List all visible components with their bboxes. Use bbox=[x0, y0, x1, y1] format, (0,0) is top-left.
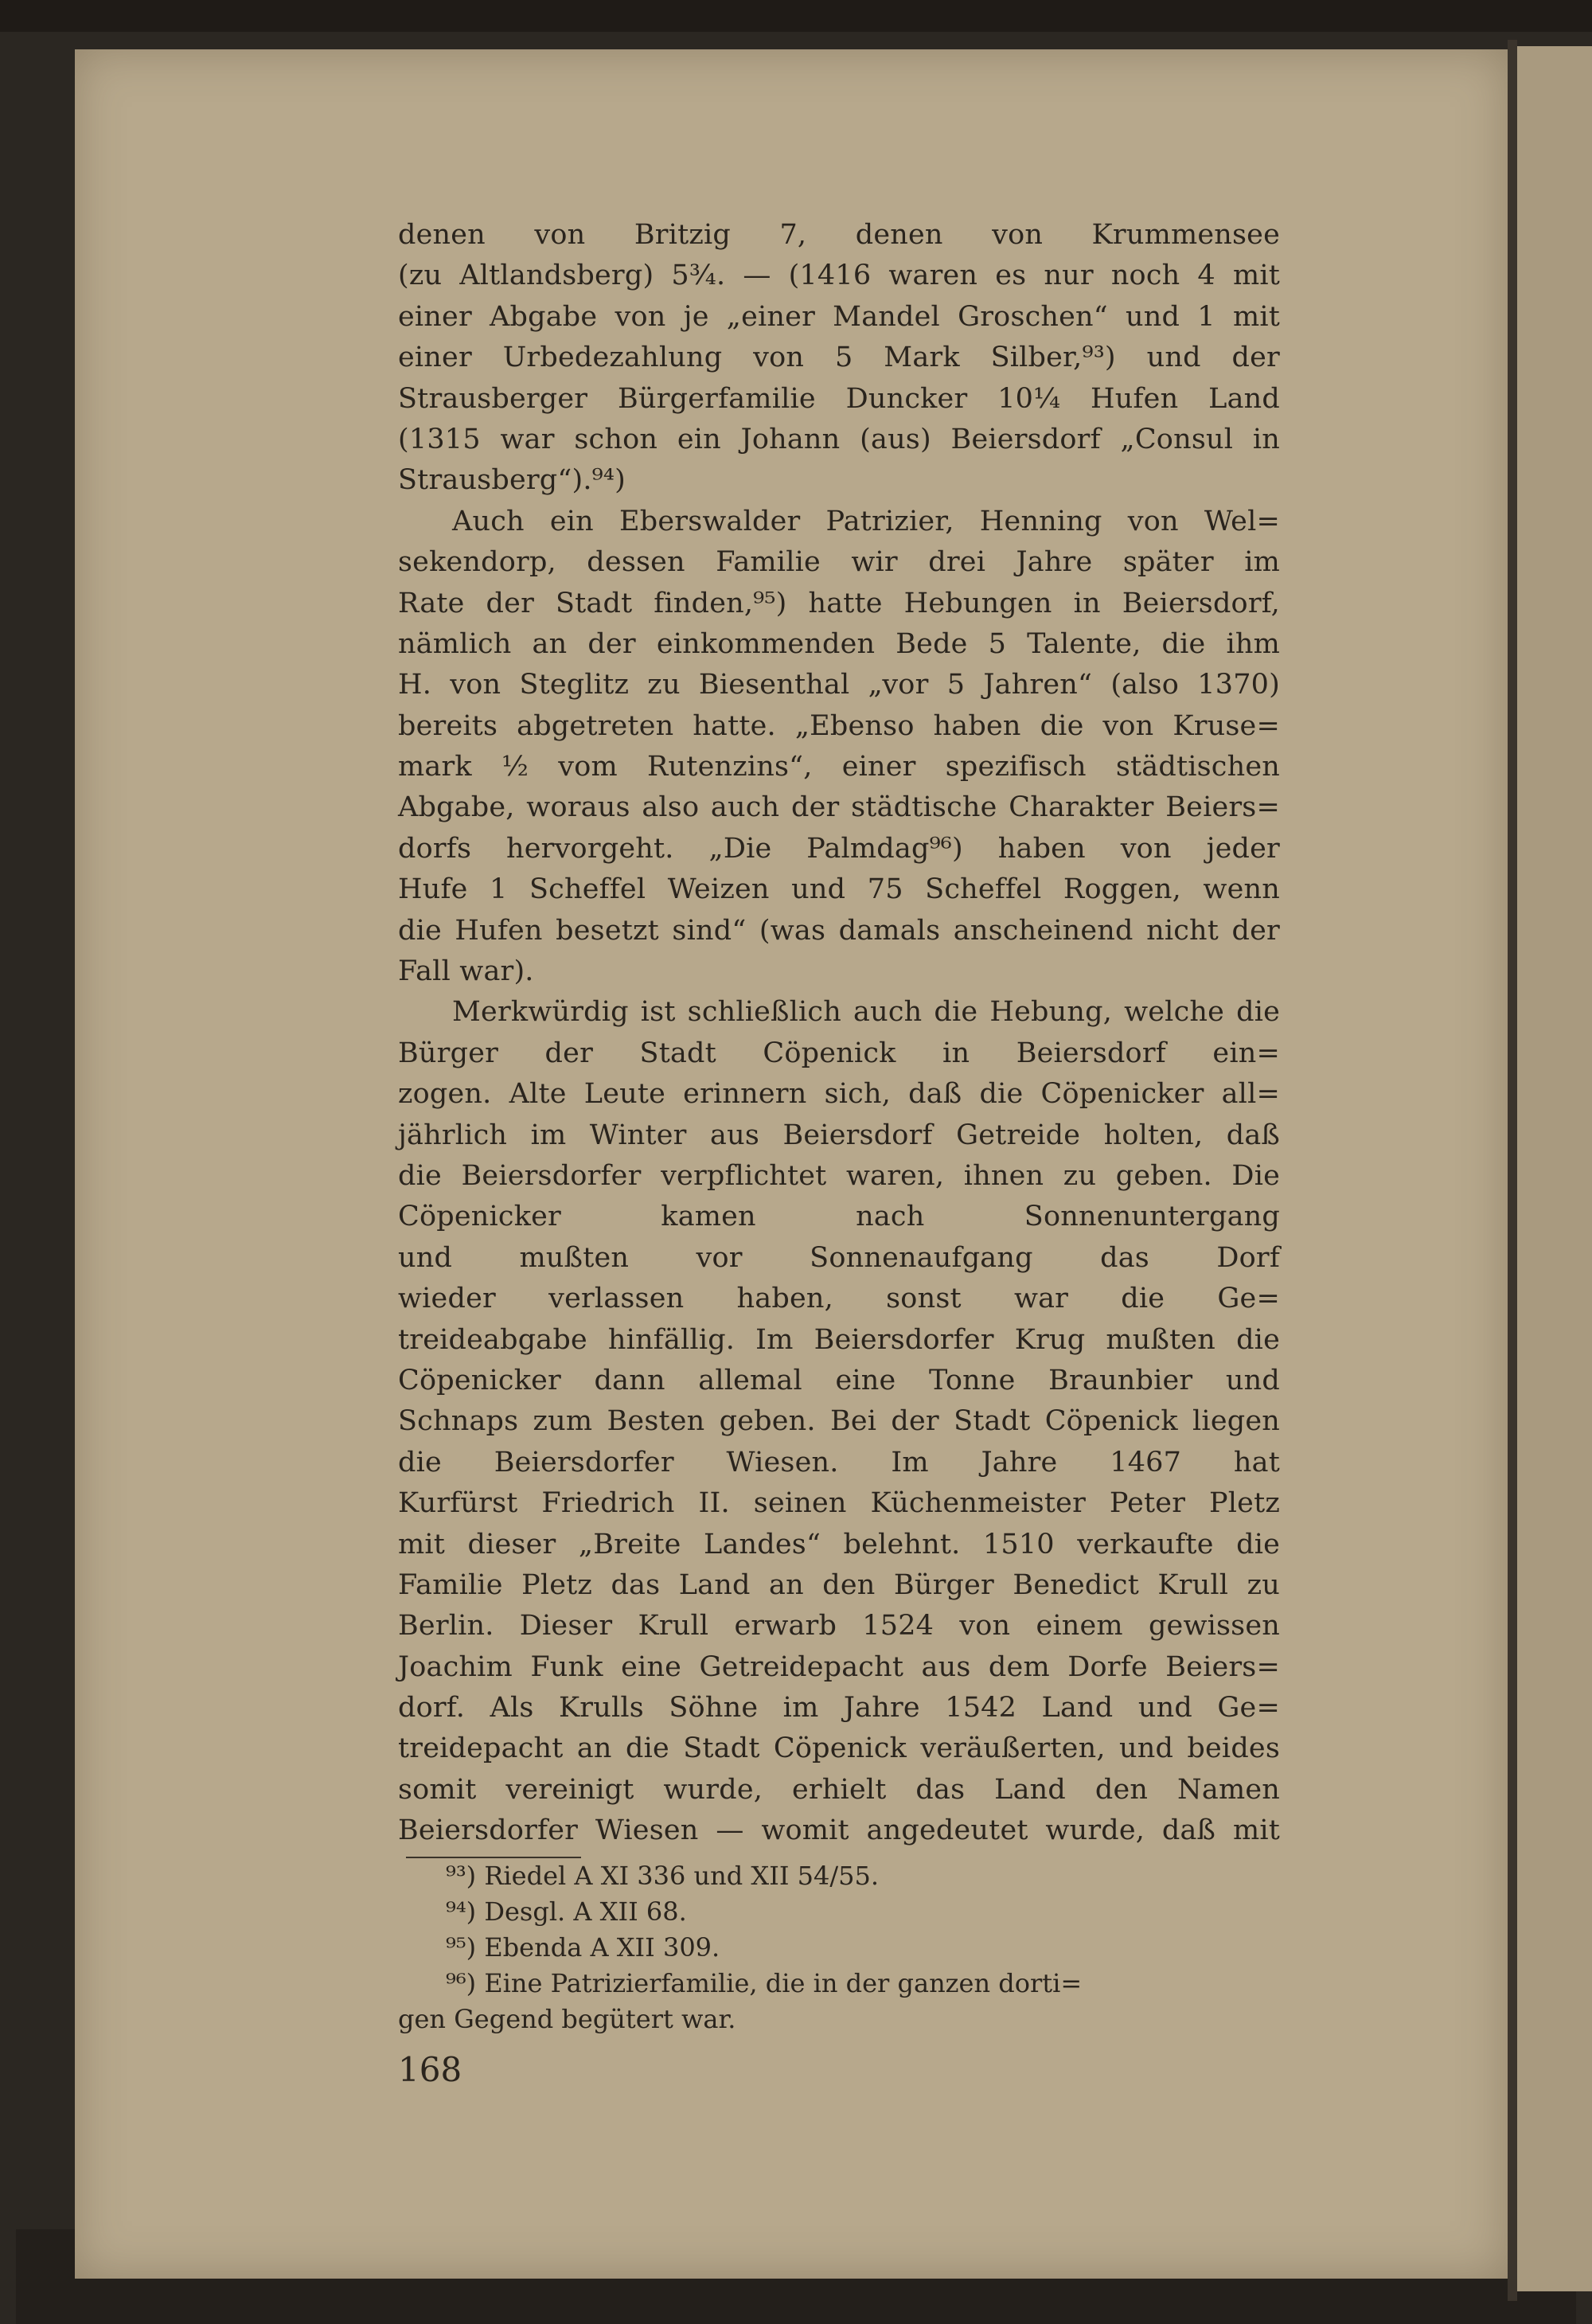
text-line: mit dieser „Breite Landes“ belehnt. 1510 verkaufte die bbox=[398, 1528, 1280, 1560]
text-line: die Beiersdorfer Wiesen. Im Jahre 1467 hat bbox=[398, 1446, 1280, 1478]
footnote: ⁹⁴) Desgl. A XII 68. bbox=[446, 1896, 687, 1927]
footnotes bbox=[398, 1858, 1280, 2037]
text-line: jährlich im Winter aus Beiersdorf Getreide holten, daß bbox=[398, 1119, 1280, 1151]
text-line: Strausberger Bürgerfamilie Duncker 10¼ Hufen Land bbox=[398, 382, 1280, 415]
text-line: treideabgabe hinfällig. Im Beiersdorfer Krug mußten die bbox=[398, 1323, 1280, 1356]
text-line: denen von Britzig 7, denen von Krummensee bbox=[398, 219, 1280, 251]
text-line: Cöpenicker dann allemal eine Tonne Braunbier und bbox=[398, 1364, 1280, 1396]
text-line: Rate der Stadt finden,⁹⁵) hatte Hebungen in Beiersdorf, bbox=[398, 587, 1280, 619]
text-line: Strausberg“).⁹⁴) bbox=[398, 464, 626, 497]
text-line: (1315 war schon ein Johann (aus) Beiersdorf „Consul in bbox=[398, 423, 1280, 455]
text-line: einer Urbedezahlung von 5 Mark Silber,⁹³) und der bbox=[398, 342, 1280, 374]
text-line: dorf. Als Krulls Söhne im Jahre 1542 Land und Ge= bbox=[398, 1692, 1280, 1724]
text-line: sekendorp, dessen Familie wir drei Jahre später im bbox=[398, 546, 1280, 579]
text-line: Bürger der Stadt Cöpenick in Beiersdorf ein= bbox=[398, 1037, 1280, 1069]
text-line: somit vereinigt wurde, erhielt das Land den Namen bbox=[398, 1773, 1280, 1806]
text-line: und mußten vor Sonnenaufgang das Dorf bbox=[398, 1241, 1280, 1274]
text-line: die Beiersdorfer verpflichtet waren, ihnen zu geben. Die bbox=[398, 1159, 1280, 1192]
text-line: Schnaps zum Besten geben. Bei der Stadt Cöpenick liegen bbox=[398, 1405, 1280, 1438]
text-line: nämlich an der einkommenden Bede 5 Talente, die ihm bbox=[398, 627, 1280, 660]
facing-page-edge bbox=[1517, 46, 1592, 2291]
text-line: Auch ein Eberswalder Patrizier, Henning von Wel= bbox=[452, 505, 1280, 537]
page-body-text bbox=[398, 215, 1280, 1852]
text-line: bereits abgetreten hatte. „Ebenso haben die von Kruse= bbox=[398, 709, 1280, 742]
text-line: Joachim Funk eine Getreidepacht aus dem Dorfe Beiers= bbox=[398, 1650, 1280, 1683]
footnote: ⁹⁵) Ebenda A XII 309. bbox=[446, 1932, 720, 1963]
text-line: Cöpenicker kamen nach Sonnenuntergang bbox=[398, 1201, 1280, 1233]
text-line: Kurfürst Friedrich II. seinen Küchenmeister Peter Pletz bbox=[398, 1487, 1280, 1520]
text-line: (zu Altlandsberg) 5¾. — (1416 waren es nur noch 4 mit bbox=[398, 260, 1280, 292]
text-line: zogen. Alte Leute erinnern sich, daß die Cöpenicker all= bbox=[398, 1078, 1280, 1111]
text-line: Familie Pletz das Land an den Bürger Benedict Krull zu bbox=[398, 1568, 1280, 1601]
text-line: mark ½ vom Rutenzins“, einer spezifisch städtischen bbox=[398, 751, 1280, 783]
text-line: H. von Steglitz zu Biesenthal „vor 5 Jahren“ (also 1370) bbox=[398, 669, 1280, 701]
text-line: einer Abgabe von je „einer Mandel Groschen“ und 1 mit bbox=[398, 300, 1280, 333]
text-line: die Hufen besetzt sind“ (was damals anscheinend nicht der bbox=[398, 914, 1280, 947]
text-line: Fall war). bbox=[398, 955, 534, 988]
page-gutter bbox=[1508, 40, 1517, 2301]
text-line: Merkwürdig ist schließlich auch die Hebung, welche die bbox=[452, 996, 1280, 1029]
text-line: dorfs hervorgeht. „Die Palmdag⁹⁶) haben von jeder bbox=[398, 832, 1280, 865]
footnote: ⁹⁶) Eine Patrizierfamilie, die in der ganzen dorti= bbox=[446, 1968, 1083, 1998]
text-line: Beiersdorfer Wiesen — womit angedeutet wurde, daß mit bbox=[398, 1814, 1280, 1847]
footnote: gen Gegend begütert war. bbox=[398, 2004, 736, 2034]
footnote: ⁹³) Riedel A XI 336 und XII 54/55. bbox=[446, 1861, 880, 1891]
text-line: Berlin. Dieser Krull erwarb 1524 von einem gewissen bbox=[398, 1610, 1280, 1642]
page-number: 168 bbox=[398, 2050, 462, 2089]
text-line: treidepacht an die Stadt Cöpenick veräußerten, und beides bbox=[398, 1732, 1280, 1765]
text-line: Hufe 1 Scheffel Weizen und 75 Scheffel Roggen, wenn bbox=[398, 873, 1280, 906]
text-line: wieder verlassen haben, sonst war die Ge= bbox=[398, 1283, 1280, 1315]
text-line: Abgabe, woraus also auch der städtische Charakter Beiers= bbox=[398, 791, 1280, 824]
